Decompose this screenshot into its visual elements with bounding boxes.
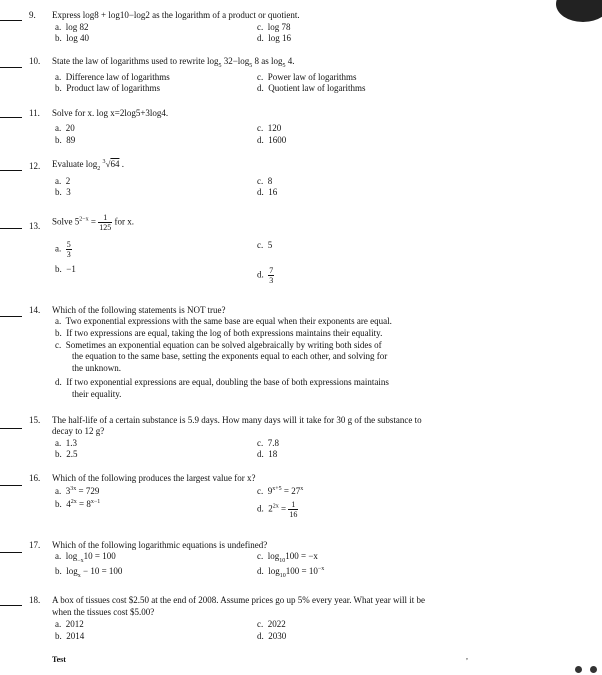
option-d: d. If two exponential expressions are equal, doubling the base of both expressions maintains xyxy=(55,377,389,387)
answer-blank-12[interactable] xyxy=(0,170,22,171)
option-a: a. $\frac{5}{3}$ xyxy=(55,240,71,259)
question-text: Solve $5^{2-x}$ = $\frac{1}{125}$ for x. xyxy=(52,213,134,232)
answer-blank-9[interactable] xyxy=(0,20,22,21)
question-text: Which of the following logarithmic equations is undefined? xyxy=(52,540,268,550)
option-c: c. $\log_{10}100 = -x$ xyxy=(257,551,318,564)
answer-blank-15[interactable] xyxy=(0,428,22,429)
question-text-line2: when the tissues cost $5.00? xyxy=(52,607,155,617)
answer-blank-10[interactable] xyxy=(0,67,22,68)
option-b: b. 2.5 xyxy=(55,449,78,459)
option-c: c. Sometimes an exponential equation can be solved algebraically by writing both sides of xyxy=(55,340,382,350)
question-number: 11. xyxy=(29,108,40,118)
option-c: c. 5 xyxy=(257,240,273,250)
corner-dot xyxy=(575,666,582,673)
question-number: 17. xyxy=(29,540,41,550)
option-d: d. 16 xyxy=(257,187,278,197)
option-c: c. 8 xyxy=(257,176,273,186)
question-number: 15. xyxy=(29,415,41,425)
footer-mark: , xyxy=(466,652,468,661)
question-text-line2: decay to 12 g? xyxy=(52,426,105,436)
option-a: a. $\log_{-x}10 = 100$ xyxy=(55,551,116,564)
option-c-line2: the equation to the same base, setting the exponents equal to each other, and solving for xyxy=(72,351,388,361)
corner-dot xyxy=(590,666,597,673)
option-d: d. 2030 xyxy=(257,631,287,641)
question-number: 9. xyxy=(29,10,36,20)
question-text: Evaluate $\log_2 ^3√64$ . xyxy=(52,159,124,172)
answer-blank-16[interactable] xyxy=(0,485,22,486)
question-text: Express log8 + log10−log2 as the logarithm of a product or quotient. xyxy=(52,10,300,20)
question-number: 14. xyxy=(29,305,41,315)
answer-blank-13[interactable] xyxy=(0,228,22,229)
option-a: a. 20 xyxy=(55,123,75,133)
option-b: b. Product law of logarithms xyxy=(55,83,160,93)
question-text: A box of tissues cost $2.50 at the end of 2008. Assume prices go up 5% every year. What year will it be xyxy=(52,595,426,605)
option-c: c. 7.8 xyxy=(257,438,279,448)
option-b: b. −1 xyxy=(55,264,76,274)
question-number: 12. xyxy=(29,161,41,171)
answer-blank-18[interactable] xyxy=(0,605,22,606)
question-text: Which of the following statements is NOT true? xyxy=(52,305,226,315)
question-text: The half-life of a certain substance is 5.9 days. How many days will it take for 30 g of the substance to xyxy=(52,415,422,425)
option-b: b. If two expressions are equal, taking the log of both expressions maintains their equality. xyxy=(55,328,383,338)
option-b: b. $\log_x - 10 = 100$ xyxy=(55,566,123,579)
option-a: a. Difference law of logarithms xyxy=(55,72,170,82)
option-b: b. log 40 xyxy=(55,33,90,43)
question-number: 10. xyxy=(29,56,41,66)
option-a: a. 2012 xyxy=(55,619,84,629)
answer-blank-11[interactable] xyxy=(0,117,22,118)
option-d-line2: their equality. xyxy=(72,389,122,399)
option-a: a. Two exponential expressions with the same base are equal when their exponents are equal. xyxy=(55,316,392,326)
option-b: b. 2014 xyxy=(55,631,85,641)
option-d: d. Quotient law of logarithms xyxy=(257,83,366,93)
option-c: c. Power law of logarithms xyxy=(257,72,357,82)
option-d: d. log 16 xyxy=(257,33,292,43)
option-c: c. 120 xyxy=(257,123,282,133)
option-d: d. 1600 xyxy=(257,135,287,145)
answer-blank-14[interactable] xyxy=(0,316,22,317)
option-d: d. $2^{2x}$ = $\frac{1}{16}$ xyxy=(257,500,298,519)
option-c: c. 2022 xyxy=(257,619,286,629)
option-d: d. $\frac{7}{3}$ xyxy=(257,266,274,285)
question-number: 13. xyxy=(29,221,41,231)
option-c: c. log 78 xyxy=(257,22,291,32)
option-a: a. 1.3 xyxy=(55,438,77,448)
question-number: 18. xyxy=(29,595,41,605)
option-b: b. 89 xyxy=(55,135,76,145)
footer-label: Test xyxy=(52,655,66,664)
option-b: b. 3 xyxy=(55,187,71,197)
option-d: d. 18 xyxy=(257,449,278,459)
option-c: c. $9^{x+5} = 27^x$ xyxy=(257,486,304,496)
option-a: a. 2 xyxy=(55,176,71,186)
answer-blank-17[interactable] xyxy=(0,552,22,553)
option-c-line3: the unknown. xyxy=(72,363,121,373)
question-text: Which of the following produces the largest value for x? xyxy=(52,473,256,483)
option-a: a. $3^{3x} = 729$ xyxy=(55,486,100,496)
option-d: d. $\log_{10}100 = 10^{-x}$ xyxy=(257,566,325,579)
top-corner-blob xyxy=(556,0,602,22)
option-a: a. log 82 xyxy=(55,22,89,32)
question-number: 16. xyxy=(29,473,41,483)
question-text: Solve for x. log x=2log5+3log4. xyxy=(52,108,169,118)
question-text: State the law of logarithms used to rewrite $\log_5 32-\log_5$ 8 as $\log_5 4$. xyxy=(52,56,295,69)
option-b: b. $4^{2x} = 8^{x-1}$ xyxy=(55,499,101,509)
